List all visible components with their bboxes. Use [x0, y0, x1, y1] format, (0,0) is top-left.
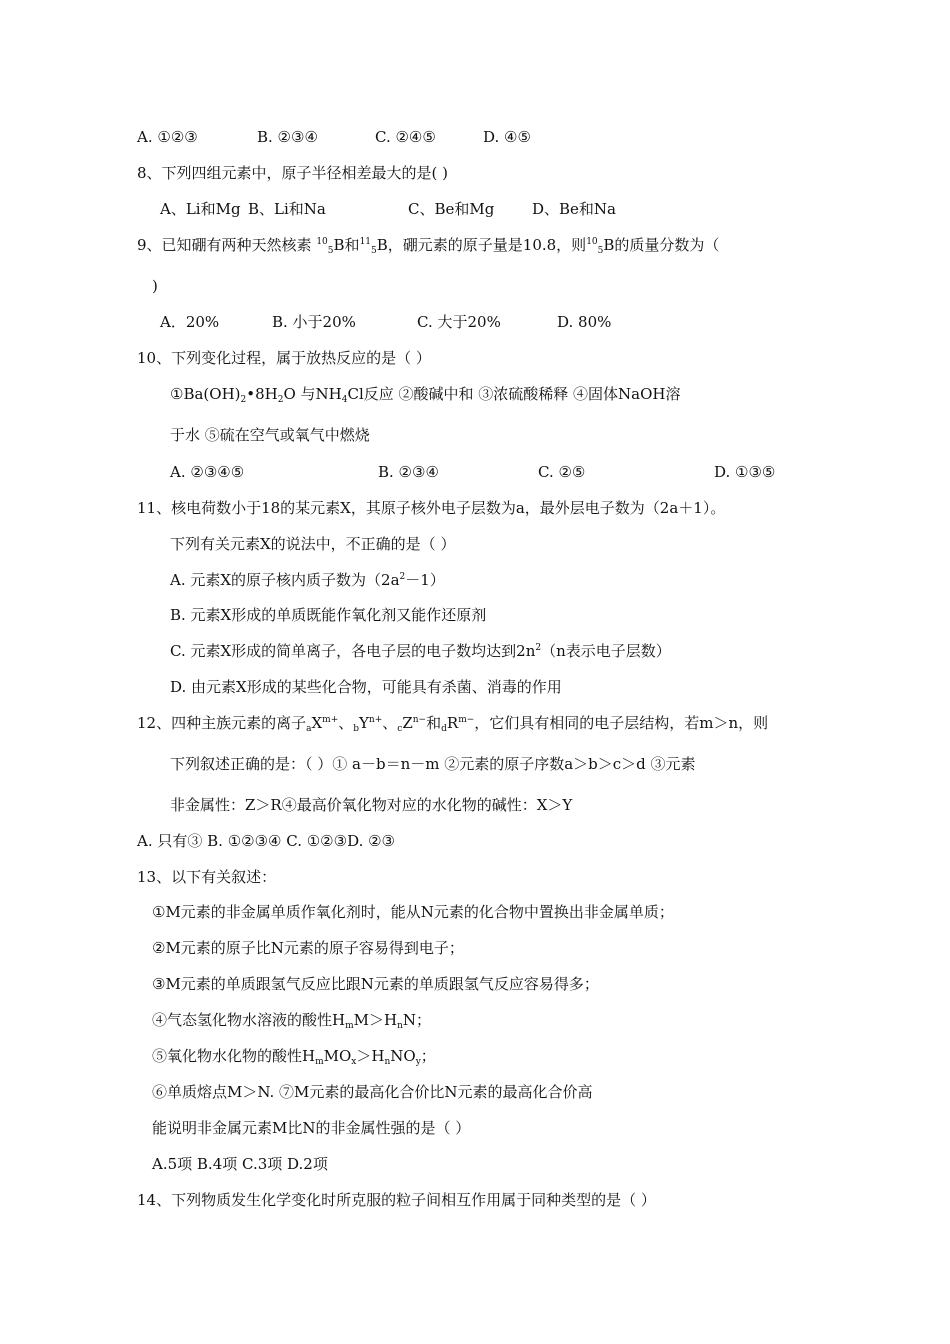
q7-options: [137, 127, 531, 147]
q12-ion-y: $_bY^{n+}$: [353, 714, 383, 734]
q11-option-b: B. 元素X形成的单质既能作氧化剂又能作还原剂: [170, 606, 487, 624]
q12-stem-3: 非金属性：Z＞R④最高价氧化物对应的水化物的碱性：X＞Y: [170, 796, 573, 814]
q10-line-2: 于水 ⑤硫在空气或氧气中燃烧: [170, 426, 370, 444]
q10-option-d: D. ①③⑤: [714, 463, 776, 481]
q12-answers: A. 只有③ B. ①②③④ C. ①②③D. ②③: [137, 832, 395, 850]
q9-stem-c: 的质量分数为（: [614, 236, 720, 254]
q7-option-b: B. ②③④: [257, 128, 318, 146]
q13-statement-4: ④气态氢化物水溶液的酸性$H_mM>H_nN$；: [152, 1011, 432, 1031]
q14-stem: 14、下列物质发生化学变化时所克服的粒子间相互作用属于同种类型的是（ ）: [137, 1191, 656, 1209]
q7-option-c: C. ②④⑤: [375, 128, 436, 146]
q8-options: [160, 199, 616, 219]
q12-ion-x: $_aX^{m+}$: [306, 714, 339, 734]
q9-stem: 9、已知硼有两种天然核素 $^{10}_5$B和$^{11}_5$B，硼元素的原子量是10.8，则$^{10}_5$B的质量分数为（: [137, 236, 720, 256]
q13-statement-5: ⑤氧化物水化物的酸性$H_mMO_x>H_nNO_y$；: [152, 1047, 436, 1067]
q8-option-b: B、Li和Na: [248, 200, 326, 218]
q13-stem: 13、以下有关叙述：: [137, 868, 277, 886]
q10-options: [170, 462, 775, 482]
q9-stem-close: ): [152, 277, 158, 295]
q9-isotope-3: $^{10}_5$B: [586, 236, 615, 256]
q9-stem-a: 9、已知硼有两种天然核素: [137, 236, 312, 254]
q11-option-a: A. 元素X的原子核内质子数为$(2a^2-1)$: [170, 571, 445, 589]
q11-stem-2: 下列有关元素X的说法中，不正确的是（ ）: [170, 535, 456, 553]
q12-ion-z: $_cZ^{n-}$: [397, 714, 427, 734]
q7-option-a: A. ①②③: [137, 128, 198, 146]
q11-option-c: C. 元素X形成的简单离子，各电子层的电子数均达到$2n^2(n$表示电子层数）: [170, 642, 671, 660]
q10-option-a: A. ②③④⑤: [170, 463, 245, 481]
q9-isotope-1: $^{10}_5$B: [316, 236, 345, 256]
q8-stem: 8、下列四组元素中，原子半径相差最大的是( ): [137, 164, 449, 182]
q9-option-b: B. 小于20%: [272, 313, 356, 331]
q13-statement-6-7: ⑥单质熔点M＞N. ⑦M元素的最高化合价比N元素的最高化合价高: [152, 1083, 593, 1101]
q10-option-b: B. ②③④: [378, 463, 439, 481]
q13-answers: A.5项 B.4项 C.3项 D.2项: [152, 1155, 328, 1173]
q9-stem-b: ，硼元素的原子量是10.8，则: [387, 236, 587, 254]
q11-option-d: D. 由元素X形成的某些化合物，可能具有杀菌、消毒的作用: [170, 678, 562, 696]
q12-stem-2: 下列叙述正确的是：（ ）① a－b＝n－m ②元素的原子序数a＞b＞c＞d ③元素: [170, 755, 696, 773]
q10-stem: 10、下列变化过程，属于放热反应的是（ ）: [137, 349, 431, 367]
q8-option-c: C、Be和Mg: [408, 200, 495, 218]
q11-stem-1: 11、核电荷数小于18的某元素X，其原子核外电子层数为a，最外层电子数为（2a＋1）。: [137, 499, 726, 517]
q13-question: 能说明非金属元素M比N的非金属性强的是（ ）: [152, 1119, 471, 1137]
q9-isotope-2: $^{11}_5$B: [359, 236, 388, 256]
q12-stem-1: 12、四种主族元素的离子$_aX^{m+}$、$_bY^{n+}$、$_cZ^{n-}$和$_dR^{m-}$，它们具有相同的电子层结构，若m＞n，则: [137, 714, 769, 734]
q8-option-a: A、Li和Mg: [160, 200, 241, 218]
q13-statement-2: ②M元素的原子比N元素的原子容易得到电子；: [152, 939, 464, 957]
q10-option-c: C. ②⑤: [538, 463, 586, 481]
q12-ion-r: $_dR^{m-}$: [441, 714, 475, 734]
q13-statement-3: ③M元素的单质跟氢气反应比跟N元素的单质跟氢气反应容易得多；: [152, 975, 599, 993]
q10-line-1: $①Ba(OH)_2•8H_2O$ 与$NH_4Cl$反应 ②酸碱中和 ③浓硫酸稀释 ④固体NaOH溶: [170, 385, 681, 405]
q9-options: [160, 312, 611, 332]
q9-option-a: A．20%: [160, 313, 220, 331]
q8-option-d: D、Be和Na: [532, 200, 616, 218]
q9-option-d: D. 80%: [557, 313, 612, 331]
q9-option-c: C. 大于20%: [417, 313, 501, 331]
q13-statement-1: ①M元素的非金属单质作氧化剂时，能从N元素的化合物中置换出非金属单质；: [152, 903, 674, 921]
q7-option-d: D. ④⑤: [483, 128, 531, 146]
